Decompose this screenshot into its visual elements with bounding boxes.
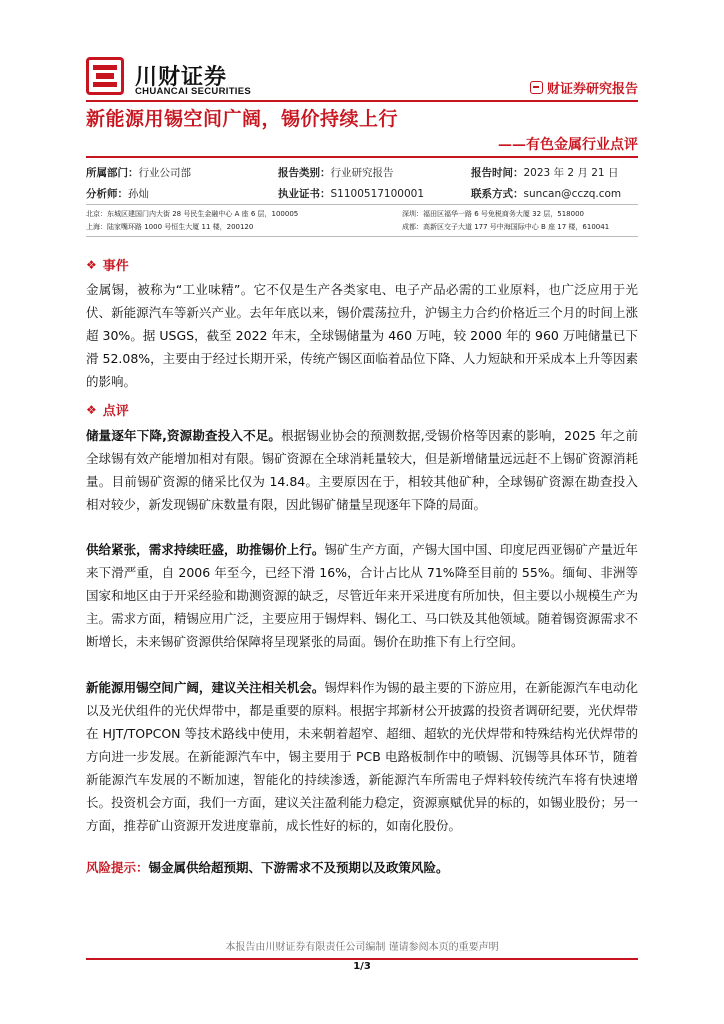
risk-warning: [86, 858, 449, 876]
analyst-info: [86, 186, 149, 201]
comment-lead: 储量逐年下降,资源勘查投入不足。: [86, 428, 282, 443]
risk-label: 风险提示：: [86, 860, 149, 875]
contact-value[interactable]: suncan@cczq.com: [523, 188, 622, 200]
cert-info: [278, 186, 424, 201]
time-value: 2023 年 2 月 21 日: [523, 167, 619, 179]
comment-text: 锡矿生产方面，产锡大国中国、印度尼西亚锡矿产量近年来下滑严重，自 2006 年至今，已经下滑 16%，合计占比从 71%降至目前的 55%。缅甸、非洲等国家和地区由于开采经验和勘测资源的缺乏，尽管近年来开采进度有所加快，但主要以小规模生产为主。需求方面，精锡应用广泛，主要应用于锡焊料、锡化工、马口铁及其他领域。随着锡资源需求不断增长，未来锡矿资源供给保障将呈现紧张的局面。锡价在助推下有上行空间。: [86, 542, 638, 649]
analyst-value: 孙灿: [128, 188, 149, 200]
dept-value: 行业公司部: [138, 167, 191, 179]
dept-label: 所属部门：: [86, 167, 139, 179]
comment-section-heading: [86, 400, 129, 419]
comment-lead: 新能源用锡空间广阔，建议关注相关机会。: [86, 680, 325, 695]
type-info: [278, 165, 394, 180]
type-value: 行业研究报告: [330, 167, 394, 179]
analyst-label: 分析师：: [86, 188, 128, 200]
company-logo: [86, 57, 124, 95]
report-subtitle: ——有色金属行业点评: [498, 137, 638, 153]
footer-disclaimer: 本报告由川财证券有限责任公司编制 谨请参阅本页的重要声明: [225, 942, 499, 953]
cert-label: 执业证书：: [278, 188, 331, 200]
dept-info: [86, 165, 191, 180]
contact-info: [471, 186, 621, 201]
comment-paragraph-reserves: [86, 424, 638, 516]
time-info: [471, 165, 618, 180]
header-divider: [86, 100, 638, 102]
event-section-heading: [86, 255, 129, 274]
event-paragraph: 金属锡，被称为“工业味精”。它不仅是生产各类家电、电子产品必需的工业原料，也广泛应用于光伏、新能源汽车等新兴产业。去年年底以来，锡价震荡拉升，沪锡主力合约价格近三个月的时间上涨超 30%。据 USGS，截至 2022 年末，全球锡储量为 460 万吨，较 2000 年的 960 万吨储量已下滑 52.08%，主要由于经过长期开采，传统产锡区面临着品位下降、人力短缺和开采成本上升等因素的影响。: [86, 282, 638, 389]
address-chengdu: 成都：高新区交子大道 177 号中海国际中心 B 座 17 楼，610041: [402, 223, 610, 231]
company-name-en: CHUANCAI SECURITIES: [135, 86, 252, 97]
address-shanghai: 上海：陆家嘴环路 1000 号恒生大厦 11 楼，200120: [86, 223, 254, 231]
comment-text: 根据锡业协会的预测数据,受锡价格等因素的影响，2025 年之前全球锡有效产能增加相对有限。锡矿资源在全球消耗量较大，但是新增储量远远赶不上锡矿资源消耗量。目前锡矿资源的储采比仅为 14.84。主要原因在于，相较其他矿种，全球锡矿资源在勘查投入相对较少，新发现锡矿床数量有限，因此锡矿储量呈现逐年下降的局面。: [86, 428, 639, 512]
page-number: 1/3: [86, 958, 638, 977]
comment-text: 锡焊料作为锡的最主要的下游应用，在新能源汽车电动化以及光伏组件的光伏焊带中，都是重要的原料。根据宇邦新材公开披露的投资者调研纪要，光伏焊带在 HJT/TOPCON 等技术路线中使用，未来朝着超窄、超细、超软的光伏焊带和特殊结构光伏焊带的方向进一步发展。在新能源汽车中，锡主要用于 PCB 电路板制作中的喷锡、沉锡等具体环节，随着新能源汽车发展的不断加速，智能化的持续渗透，新能源汽车所需电子焊料较传统汽车将有快速增长。投资机会方面，我们一方面，建议关注盈利能力稳定，资源禀赋优异的标的，如锡业股份；另一方面，推荐矿山资源开发进度靠前，成长性好的标的，如南化股份。: [86, 680, 638, 833]
diamond-bullet-icon: ❖: [86, 257, 97, 272]
time-label: 报告时间：: [471, 167, 524, 179]
type-label: 报告类别：: [278, 167, 331, 179]
cert-value: S1100517100001: [330, 188, 425, 200]
info-divider: [86, 204, 638, 205]
event-section-title: 事件: [102, 259, 129, 274]
risk-text: 锡金属供给超预期、下游需求不及预期以及政策风险。: [148, 860, 449, 875]
address-divider: [86, 236, 638, 237]
comment-section-title: 点评: [102, 404, 129, 419]
report-brand-label: 财证券研究报告: [546, 82, 638, 97]
diamond-bullet-icon: ❖: [86, 402, 97, 417]
comment-lead: 供给紧张，需求持续旺盛，助推锡价上行。: [86, 542, 325, 557]
company-name-cn: 川财证券: [135, 64, 228, 90]
title-divider: [86, 156, 638, 158]
address-beijing: 北京：东城区建国门内大街 28 号民生金融中心 A 座 6 层，100005: [86, 210, 299, 218]
report-title: 新能源用锡空间广阔，锡价持续上行: [86, 108, 399, 130]
report-brand: [530, 78, 638, 97]
address-shenzhen: 深圳：福田区福华一路 6 号免税商务大厦 32 层，518000: [402, 210, 584, 218]
comment-paragraph-new-energy: [86, 676, 638, 837]
logo-mark-icon: [91, 62, 119, 90]
comment-paragraph-supply: [86, 538, 638, 653]
brand-icon: [530, 81, 543, 94]
contact-label: 联系方式：: [471, 188, 524, 200]
